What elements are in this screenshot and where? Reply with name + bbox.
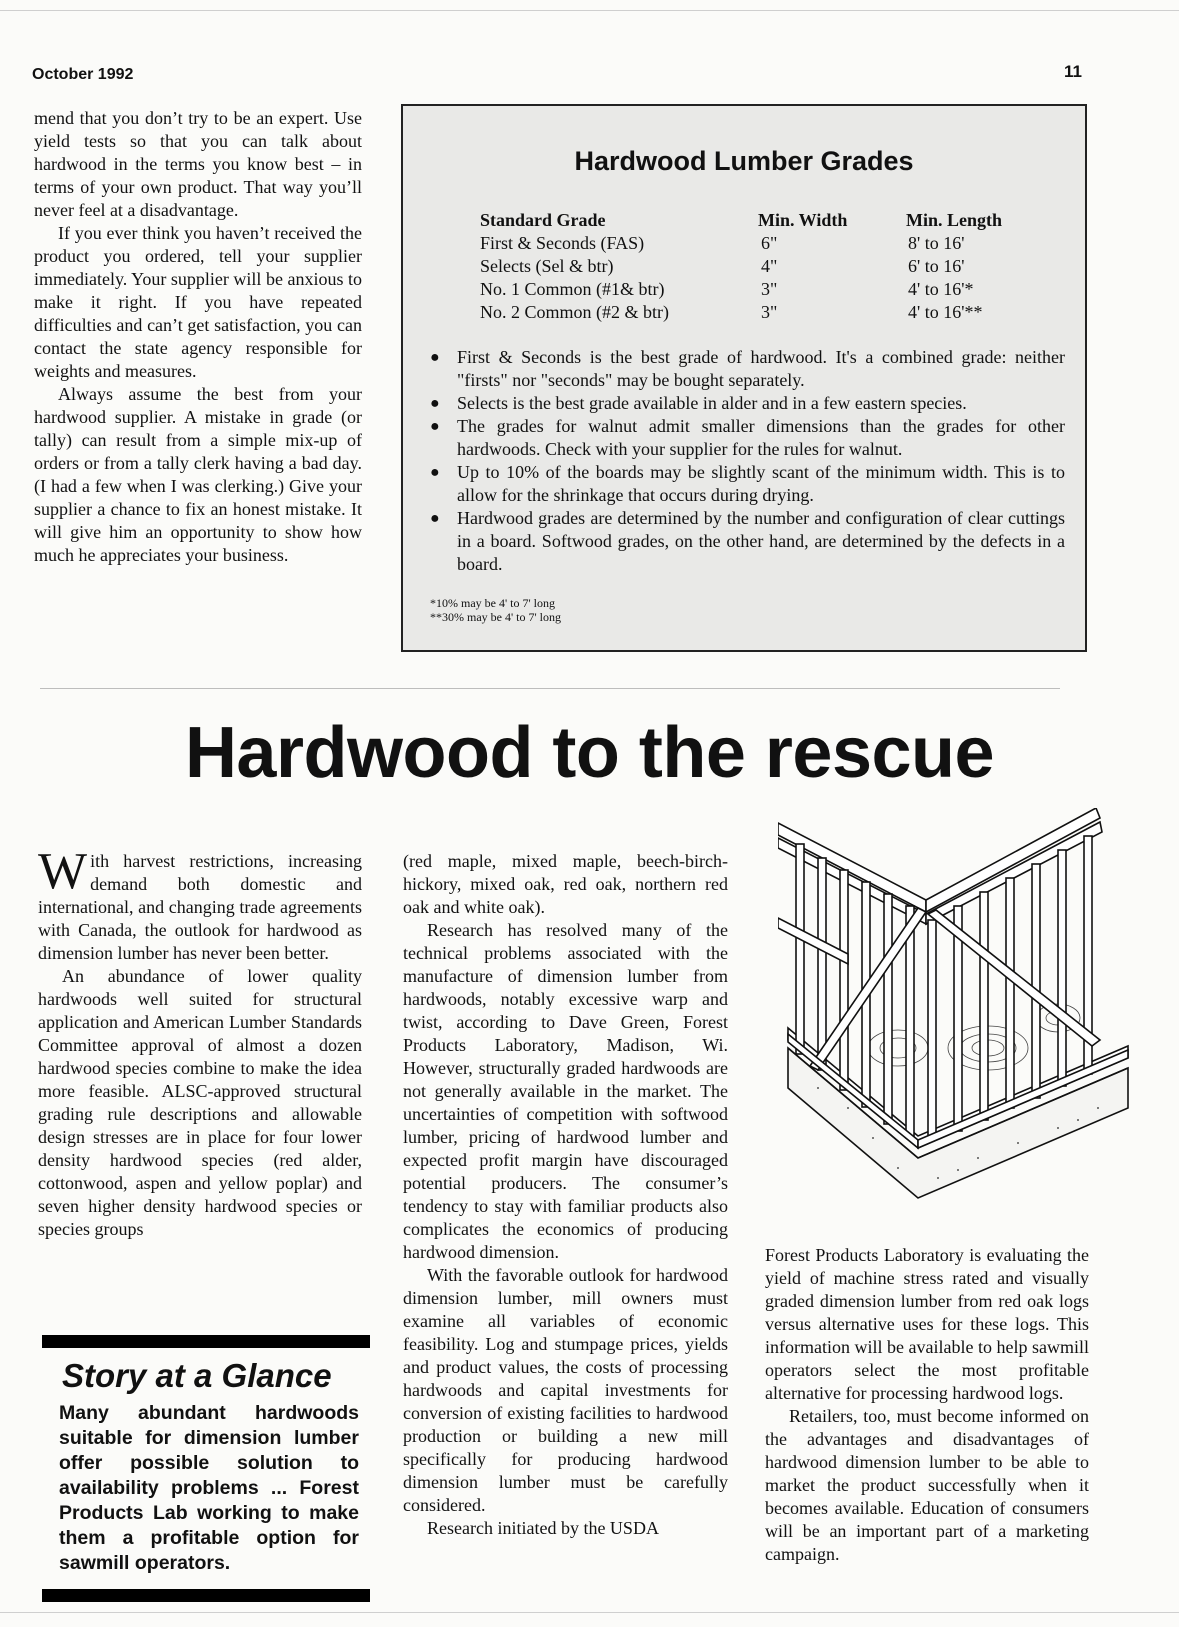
list-item (430, 392, 1065, 415)
grade-cell: Selects (Sel & btr) (480, 256, 614, 276)
grade-cell: No. 1 Common (#1& btr) (480, 279, 665, 299)
width-cell: 3" (761, 279, 778, 299)
list-item (430, 461, 1065, 507)
list-item (430, 507, 1065, 576)
bullet-icon: ● (430, 349, 440, 366)
article-paragraph (38, 843, 362, 965)
article-paragraph: Forest Products Laboratory is evaluating the yield of machine stress rated and visually graded dimension lumber from red oak logs versus alternative uses for these logs. This information will be available to help sawmill operators select the most profitable alternative for processing hardwood logs. (765, 1245, 1089, 1403)
glance-title: Story at a Glance (62, 1357, 332, 1394)
article-headline: Hardwood to the rescue (184, 713, 995, 793)
glance-top-bar (42, 1335, 370, 1348)
note-text: First & Seconds is the best grade of hardwood. It's a combined grade: neither "firsts" nor "seconds" may be bought separately. (457, 347, 1065, 390)
column-header: Min. Width (758, 210, 848, 230)
width-cell: 4" (761, 256, 778, 276)
glance-body: Many abundant hardwoods suitable for dimension lumber offer possible solution to availability problems ... Forest Products Lab working to make them a profitable option for sawmill operators. (59, 1402, 359, 1574)
grade-notes (430, 346, 1065, 576)
grades-box-title: Hardwood Lumber Grades (574, 146, 914, 176)
note-text: Hardwood grades are determined by the number and configuration of clear cuttings in a board. Softwood grades, on the other hand, are determined by the defects in a board. (457, 508, 1065, 574)
wall-framing-illustration (778, 808, 1136, 1218)
column-header: Standard Grade (480, 210, 606, 230)
intro-paragraph: mend that you don’t try to be an expert. Use yield tests so that you can talk about hardwood in the terms you know best – in terms of your own product. That way you’ll never feel at a disadvantage. (34, 108, 362, 220)
scan-edge-top (0, 10, 1179, 11)
width-cell: 6" (761, 233, 778, 253)
width-cell: 3" (761, 302, 778, 322)
section-divider (40, 688, 1060, 689)
length-cell: 6' to 16' (908, 256, 965, 276)
article-column-3 (765, 1244, 1089, 1566)
bullet-icon: ● (430, 464, 440, 481)
grade-footnotes (430, 596, 561, 624)
article-column-2 (403, 850, 728, 1540)
issue-date: October 1992 (32, 66, 134, 83)
lead-text: ith harvest restrictions, increasing demand both domestic and international, and changing trade agreements with Canada, the outlook for hardwood as dimension lumber has never been better. (38, 851, 362, 963)
length-cell: 8' to 16' (908, 233, 965, 253)
list-item (430, 415, 1065, 461)
page-number: 11 (1064, 62, 1082, 81)
grade-cell: No. 2 Common (#2 & btr) (480, 302, 669, 322)
article-paragraph: Retailers, too, must become informed on the advantages and disadvantages of hardwood dimension lumber to be able to market the product successfully when it becomes available. Education of consumers will be an important part of a marketing campaign. (765, 1406, 1089, 1564)
list-item (430, 346, 1065, 392)
article-paragraph: With the favorable outlook for hardwood dimension lumber, mill owners must examine all variables of economic feasibility. Log and stumpage prices, yields and product values, the costs of processing hardwoods and capital investments for conversion of existing facilities to hardwood production or building a new mill specifically for producing hardwood dimension lumber must be carefully considered. (403, 1265, 728, 1515)
note-text: Selects is the best grade available in alder and in a few eastern species. (457, 393, 967, 413)
note-text: Up to 10% of the boards may be slightly scant of the minimum width. This is to allow for the shrinkage that occurs during drying. (457, 462, 1065, 505)
intro-paragraph: If you ever think you haven’t received the product you ordered, tell your supplier immediately. Your supplier will be anxious to make it right. If you have repeated difficulties and can’t get satisfaction, you can contact the state agency responsible for weights and measures. (34, 223, 362, 381)
length-cell: 4' to 16'* (908, 279, 974, 299)
lumber-grades-box (401, 104, 1087, 652)
intro-paragraph: Always assume the best from your hardwood supplier. A mistake in grade (or tally) can result from a simple mix-up of orders or from a tally clerk having a bad day. (I had a few when I was clerking.) Give your supplier a chance to fix an honest mistake. It will give him an opportunity to show how much he appreciates your business. (34, 384, 362, 565)
glance-bottom-bar (42, 1589, 370, 1602)
note-text: The grades for walnut admit smaller dimensions than the grades for other hardwoods. Check with your supplier for the rules for walnut. (457, 416, 1065, 459)
bullet-icon: ● (430, 418, 440, 435)
article-column-1 (38, 843, 362, 1241)
article-paragraph: An abundance of lower quality hardwoods well suited for structural application and American Lumber Standards Committee approval of almost a dozen hardwood species combine to make the idea more feasible. ALSC-approved structural grading rule descriptions and allowable design stresses are in place for four lower density hardwood species (red alder, cottonwood, aspen and yellow poplar) and seven higher density hardwood species or species groups (38, 966, 362, 1239)
article-paragraph: (red maple, mixed maple, beech-birch-hickory, mixed oak, red oak, northern red oak and white oak). (403, 851, 728, 917)
scan-edge-bottom (0, 1612, 1179, 1613)
article-paragraph: Research has resolved many of the technical problems associated with the manufacture of dimension lumber from hardwoods, notably excessive warp and twist, according to Dave Green, Forest Products Laboratory, Madison, Wi. However, structurally graded hardwoods are not generally available in the market. The uncertainties of competition with softwood lumber, pricing of hardwood lumber and expected profit margin have discouraged potential producers. The consumer’s tendency to stay with familiar products also complicates the economics of producing hardwood dimension. (403, 920, 728, 1262)
grade-cell: First & Seconds (FAS) (480, 233, 645, 253)
footnote: **30% may be 4' to 7' long (430, 610, 561, 624)
column-header: Min. Length (906, 210, 1003, 230)
story-at-a-glance-box (42, 1335, 370, 1605)
bullet-icon: ● (430, 510, 440, 527)
intro-column (34, 107, 362, 567)
drop-cap: W (38, 843, 88, 900)
article-paragraph: Research initiated by the USDA (427, 1518, 659, 1538)
length-cell: 4' to 16'** (908, 302, 983, 322)
footnote: *10% may be 4' to 7' long (430, 596, 555, 610)
bullet-icon: ● (430, 395, 440, 412)
